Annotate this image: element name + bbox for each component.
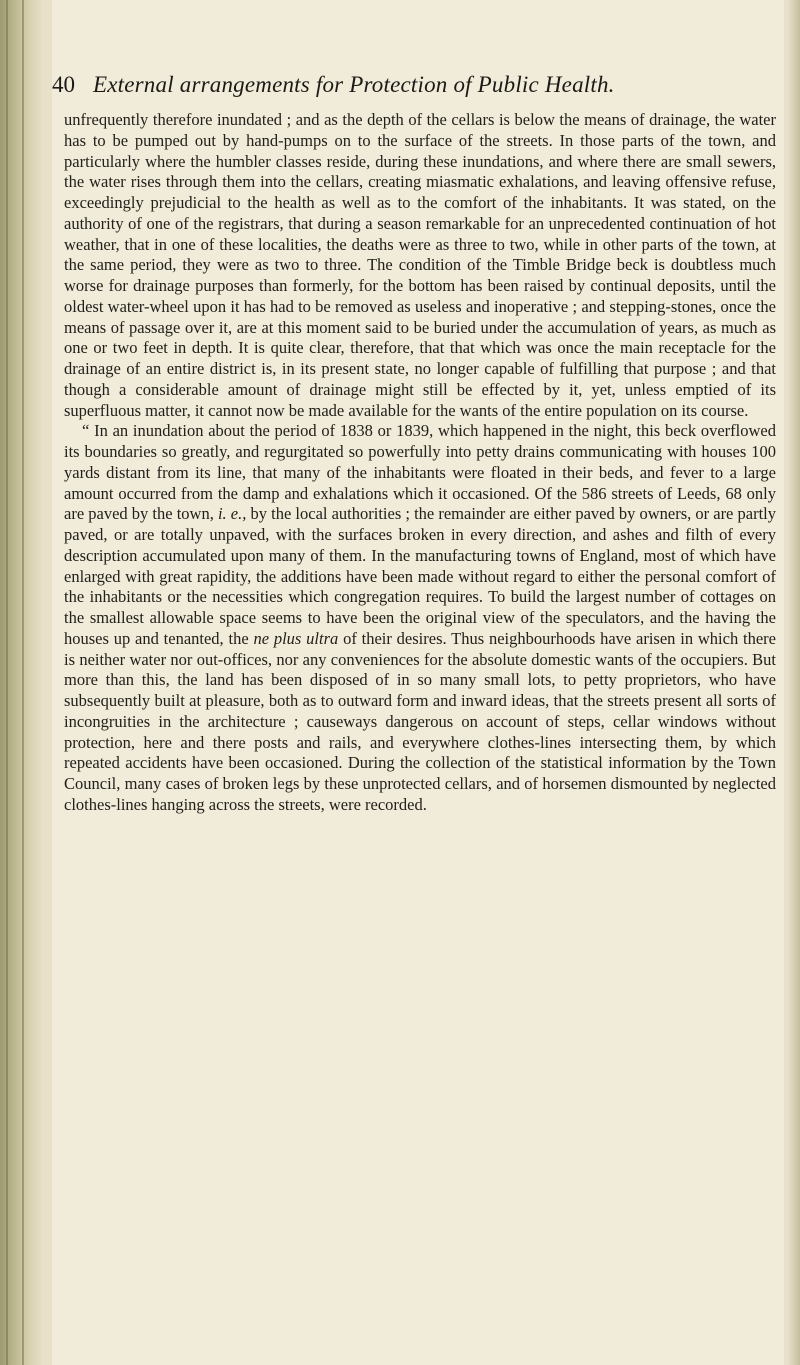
- paragraph-2-text: by the local authorities ; the remainder are either paved by owners, or are partly paved, or are totally unpaved, with the surfaces broken in every direction, and ashes and filth of every description accumulated upon many of them. In the manufacturing towns of England, most of which have enlarged with great rapidity, the additions have been made without regard to either the personal comfort of the inhabitants or the necessities which congregation requires. To build the largest number of cottages on the smallest allowable space seems to have been the original view of the speculators, and the having the houses up and tenanted, the: [64, 504, 776, 648]
- book-gutter: [0, 0, 42, 1365]
- paragraph-2-text: “ In an inundation about the period of 1838 or 1839, which happened in the night, this beck overflowed its boundaries so greatly, and regurgitated so powerfully into petty drains communicating with houses 100 yards distant from its line, that many of the inhabitants were floated in their beds, and fever to a large amount occurred from the damp and exhalations which it occasioned. Of the 586 streets of Leeds, 68 only are paved by the town,: [64, 421, 776, 524]
- paragraph: [64, 421, 776, 815]
- running-title: External arrangements for Protection of Public Health.: [93, 72, 615, 97]
- page-number: 40: [52, 72, 75, 97]
- page-edge: [786, 0, 800, 1365]
- gutter-fold-line: [6, 0, 8, 1365]
- paragraph: [64, 110, 776, 421]
- italic-latin-phrase: ne plus ultra: [253, 628, 339, 648]
- paragraph-2-text: of their desires. Thus neighbourhoods have arisen in which there is neither water nor out-offices, nor any conveniences for the absolute domestic wants of the occupiers. But more than this, the land has been disposed of in so many small lots, to petty proprietors, who have subsequently built at pleasure, both as to outward form and inward ideas, that the streets present all sorts of incongruities in the architecture ; causeways dangerous on account of steps, cellar windows without protection, here and there posts and rails, and everywhere clothes-lines intersecting them, by which repeated accidents have been occasioned. During the collection of the statistical information by the Town Council, many cases of broken legs by these unprotected cellars, and of horsemen dismounted by neglected clothes-lines hanging across the streets, were recorded.: [64, 628, 776, 814]
- italic-ie: i. e.,: [217, 504, 247, 524]
- page-header: [52, 72, 784, 102]
- body-text: [64, 110, 776, 816]
- gutter-fold-line: [22, 0, 24, 1365]
- book-page: [52, 0, 784, 1365]
- paragraph-1-text: unfrequently therefore inundated ; and as the depth of the cellars is below the means of drainage, the water has to be pumped out by hand-pumps on to the surface of the streets. In those parts of the town, and particularly where the humbler classes reside, during these inundations, and where there are small sewers, the water rises through them into the cellars, creating miasmatic exhalations, and leaving offensive refuse, exceedingly prejudicial to the health as well as to the comfort of the inhabitants. It was stated, on the authority of one of the registrars, that during a season remarkable for an unprecedented continuation of hot weather, that in one of these localities, the deaths were as three to two, while in other parts of the town, at the same period, they were as two to three. The condition of the Timble Bridge beck is doubtless much worse for drainage purposes than formerly, for the bottom has been raised by continual deposits, until the oldest water-wheel upon it has had to be removed as useless and inoperative ; and stepping-stones, once the means of passage over it, are at this moment said to be buried under the accumulation of years, as much as one or two feet in depth. It is quite clear, therefore, that that which was once the main receptacle for the drainage of an entire district is, in its present state, no longer capable of fulfilling that purpose ; and that though a considerable amount of drainage might still be effected by it, yet, unless emptied of its superfluous matter, it cannot now be made available for the wants of the entire population on its course.: [64, 110, 776, 420]
